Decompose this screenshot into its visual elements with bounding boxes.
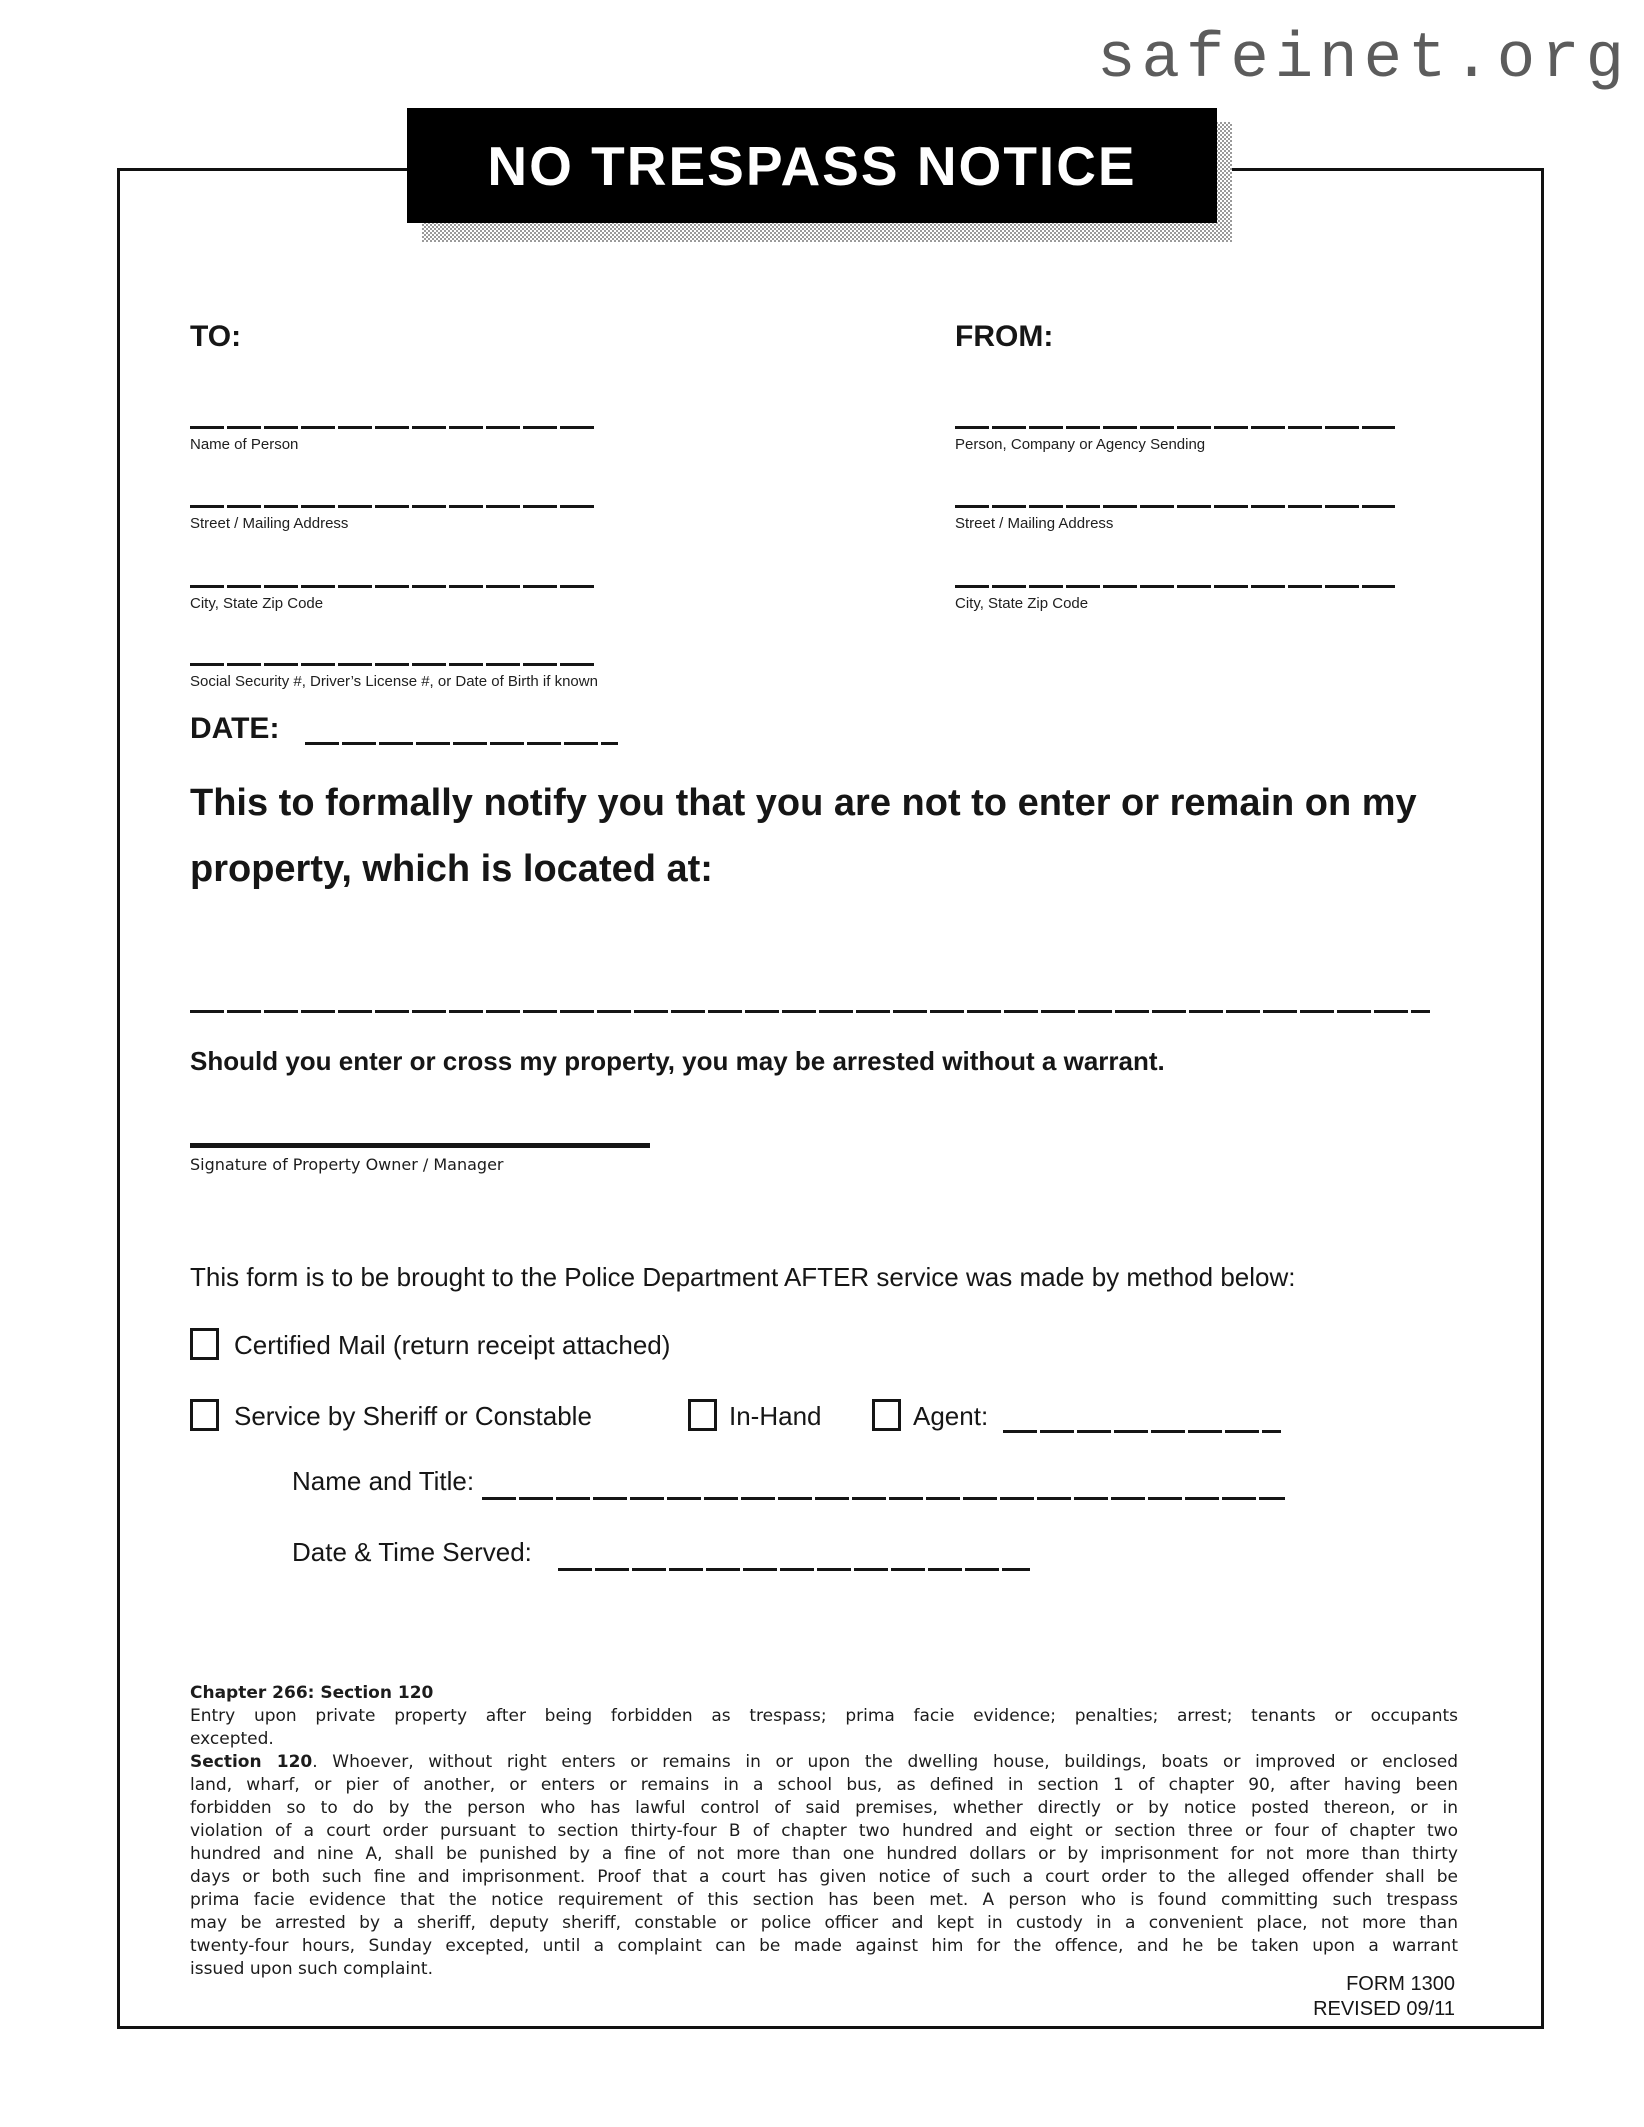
to-ssn-label: Social Security #, Driver’s License #, or Date of Birth if known [190, 673, 598, 690]
date-served-label: Date & Time Served: [292, 1537, 532, 1567]
to-street-label: Street / Mailing Address [190, 515, 349, 532]
name-title-line[interactable] [482, 1497, 1285, 1500]
certified-mail-checkbox[interactable] [190, 1328, 219, 1360]
form-revision: REVISED 09/11 [1313, 1998, 1455, 2020]
from-city-label: City, State Zip Code [955, 595, 1089, 612]
to-heading: TO: [190, 320, 242, 353]
from-sender-line[interactable] [955, 426, 1395, 429]
legal-summary-line-2: excepted. [190, 1729, 274, 1749]
from-heading: FROM: [955, 320, 1054, 353]
date-served-line[interactable] [558, 1568, 1030, 1571]
from-city-line[interactable] [955, 585, 1395, 588]
agent-label: Agent: [913, 1401, 989, 1431]
to-city-line[interactable] [190, 585, 596, 588]
from-sender-label: Person, Company or Agency Sending [955, 436, 1206, 453]
legal-body-line-5: hundred and nine A, shall be punished by a fine of not more than one hundred dollars or by imprisonment for not more than thirty [190, 1844, 1458, 1864]
in-hand-label: In-Hand [729, 1401, 822, 1431]
to-street-line[interactable] [190, 505, 596, 508]
page-title: NO TRESPASS NOTICE [487, 134, 1137, 197]
name-title-label: Name and Title: [292, 1466, 475, 1496]
legal-body-line-10: issued upon such complaint. [190, 1959, 433, 1979]
watermark-text: safeinet.org [1097, 24, 1630, 96]
to-name-line[interactable] [190, 426, 596, 429]
in-hand-checkbox[interactable] [688, 1399, 717, 1431]
date-label: DATE: [190, 712, 280, 745]
from-street-line[interactable] [955, 505, 1395, 508]
legal-body-line-4: violation of a court order pursuant to section thirty-four B of chapter two hundred and eight or section three or four of chapter two [190, 1821, 1458, 1841]
legal-body-line-8: may be arrested by a sheriff, deputy sheriff, constable or police officer and kept in custody in a convenient place, not more than [190, 1913, 1458, 1933]
from-street-label: Street / Mailing Address [955, 515, 1114, 532]
service-intro: This form is to be brought to the Police Department AFTER service was made by method below: [190, 1262, 1296, 1292]
warning-text: Should you enter or cross my property, you may be arrested without a warrant. [190, 1046, 1165, 1076]
agent-checkbox[interactable] [872, 1399, 901, 1431]
legal-body-line-6: days or both such fine and imprisonment. Proof that a court has given notice of such a court order to the alleged offender shall be [190, 1867, 1458, 1887]
legal-section-label: Section 120 [190, 1752, 313, 1772]
sheriff-label: Service by Sheriff or Constable [234, 1401, 592, 1431]
legal-body-line-2: land, wharf, or pier of another, or enters or remains in a school bus, as defined in section 1 of chapter 90, after having been [190, 1775, 1458, 1795]
to-ssn-line[interactable] [190, 663, 596, 666]
legal-text-block [190, 1682, 1458, 1981]
title-banner [407, 108, 1217, 223]
property-location-line[interactable] [190, 1010, 1430, 1013]
to-city-label: City, State Zip Code [190, 595, 324, 612]
legal-summary-line-1: Entry upon private property after being forbidden as trespass; prima facie evidence; penalties; arrest; tenants or occupants [190, 1706, 1458, 1726]
legal-body-line-3: forbidden so to do by the person who has lawful control of said premises, whether directly or by notice posted thereon, or in [190, 1798, 1458, 1818]
legal-body-line-9: twenty-four hours, Sunday excepted, until a complaint can be made against him for the offence, and he be taken upon a warrant [190, 1936, 1458, 1956]
signature-line[interactable] [190, 1143, 650, 1148]
notice-heading: This to formally notify you that you are not to enter or remain on my property, which is located at: [190, 782, 1417, 890]
form-number: FORM 1300 [1346, 1973, 1455, 1995]
signature-label: Signature of Property Owner / Manager [190, 1155, 504, 1174]
certified-mail-label: Certified Mail (return receipt attached) [234, 1330, 671, 1360]
sheriff-checkbox[interactable] [190, 1399, 219, 1431]
to-name-label: Name of Person [190, 436, 299, 453]
date-line[interactable] [305, 742, 618, 745]
form-footer [1313, 1972, 1455, 2022]
agent-name-line[interactable] [1003, 1430, 1281, 1433]
legal-chapter-heading: Chapter 266: Section 120 [190, 1683, 434, 1703]
legal-body-line-1: Section 120. Whoever, without right enters or remains in or upon the dwelling house, buildings, boats or improved or enclosed [190, 1752, 1458, 1772]
legal-body-line-7: prima facie evidence that the notice requirement of this section has been met. A person who is found committing such trespass [190, 1890, 1458, 1910]
